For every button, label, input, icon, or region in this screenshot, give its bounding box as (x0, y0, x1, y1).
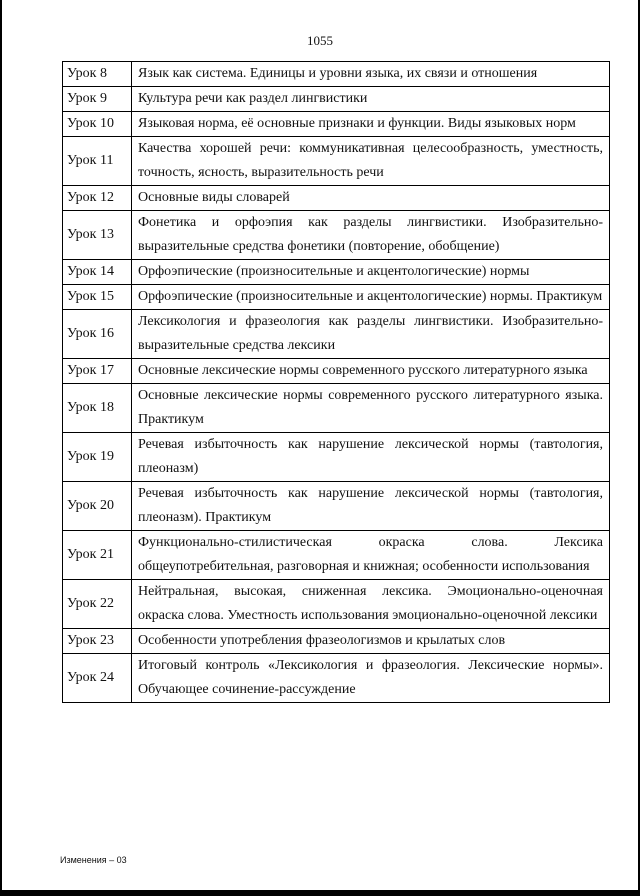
table-row (63, 260, 610, 285)
lesson-topic: Культура речи как раздел лингвистики (132, 87, 610, 112)
lesson-number: Урок 14 (63, 260, 132, 285)
lesson-topic: Речевая избыточность как нарушение лексической нормы (тавтология, плеоназм) (132, 433, 610, 482)
page-number: 1055 (307, 33, 333, 48)
lesson-topic: Язык как система. Единицы и уровни языка, их связи и отношения (132, 62, 610, 87)
lesson-number: Урок 11 (63, 137, 132, 186)
lesson-number: Урок 21 (63, 531, 132, 580)
lesson-topic: Орфоэпические (произносительные и акцентологические) нормы (132, 260, 610, 285)
table-row (63, 433, 610, 482)
table-row (63, 87, 610, 112)
table-row (63, 531, 610, 580)
lesson-topic: Речевая избыточность как нарушение лексической нормы (тавтология, плеоназм). Практикум (132, 482, 610, 531)
table-row (63, 137, 610, 186)
lesson-number: Урок 8 (63, 62, 132, 87)
table-row (63, 482, 610, 531)
lesson-topic: Фонетика и орфоэпия как разделы лингвистики. Изобразительно-выразительные средства фонетики (повторение, обобщение) (132, 211, 610, 260)
lesson-number: Урок 23 (63, 629, 132, 654)
lesson-topic: Особенности употребления фразеологизмов и крылатых слов (132, 629, 610, 654)
scan-edge-bottom (0, 890, 640, 896)
lesson-number: Урок 24 (63, 654, 132, 703)
lesson-number: Урок 18 (63, 384, 132, 433)
lesson-topic: Качества хорошей речи: коммуникативная целесообразность, уместность, точность, ясность, выразительность речи (132, 137, 610, 186)
table-row (63, 654, 610, 703)
table-row (63, 62, 610, 87)
lesson-topic: Языковая норма, её основные признаки и функции. Виды языковых норм (132, 112, 610, 137)
lesson-number: Урок 16 (63, 310, 132, 359)
table-row (63, 285, 610, 310)
lesson-topic: Основные виды словарей (132, 186, 610, 211)
table-row (63, 186, 610, 211)
lesson-number: Урок 22 (63, 580, 132, 629)
table-row (63, 629, 610, 654)
lesson-topic: Основные лексические нормы современного русского литературного языка (132, 359, 610, 384)
lessons-table (62, 61, 610, 703)
lesson-topic: Лексикология и фразеология как разделы лингвистики. Изобразительно-выразительные средства лексики (132, 310, 610, 359)
lesson-number: Урок 17 (63, 359, 132, 384)
lesson-number: Урок 10 (63, 112, 132, 137)
lesson-number: Урок 20 (63, 482, 132, 531)
lesson-number: Урок 13 (63, 211, 132, 260)
lesson-number: Урок 12 (63, 186, 132, 211)
table-row (63, 580, 610, 629)
table-row (63, 310, 610, 359)
lesson-number: Урок 19 (63, 433, 132, 482)
lesson-topic: Итоговый контроль «Лексикология и фразеология. Лексические нормы». Обучающее сочинение-рассуждение (132, 654, 610, 703)
lesson-topic: Основные лексические нормы современного русского литературного языка. Практикум (132, 384, 610, 433)
lesson-topic: Функционально-стилистическая окраска слова. Лексика общеупотребительная, разговорная и книжная; особенности использования (132, 531, 610, 580)
table-row (63, 384, 610, 433)
lesson-number: Урок 15 (63, 285, 132, 310)
scan-edge-left (0, 0, 2, 896)
lesson-number: Урок 9 (63, 87, 132, 112)
footer-note: Изменения – 03 (60, 855, 127, 865)
table-row (63, 359, 610, 384)
table-row (63, 211, 610, 260)
lesson-topic: Орфоэпические (произносительные и акцентологические) нормы. Практикум (132, 285, 610, 310)
lesson-topic: Нейтральная, высокая, сниженная лексика. Эмоционально-оценочная окраска слова. Уместность использования эмоционально-оценочной лексики (132, 580, 610, 629)
table-row (63, 112, 610, 137)
